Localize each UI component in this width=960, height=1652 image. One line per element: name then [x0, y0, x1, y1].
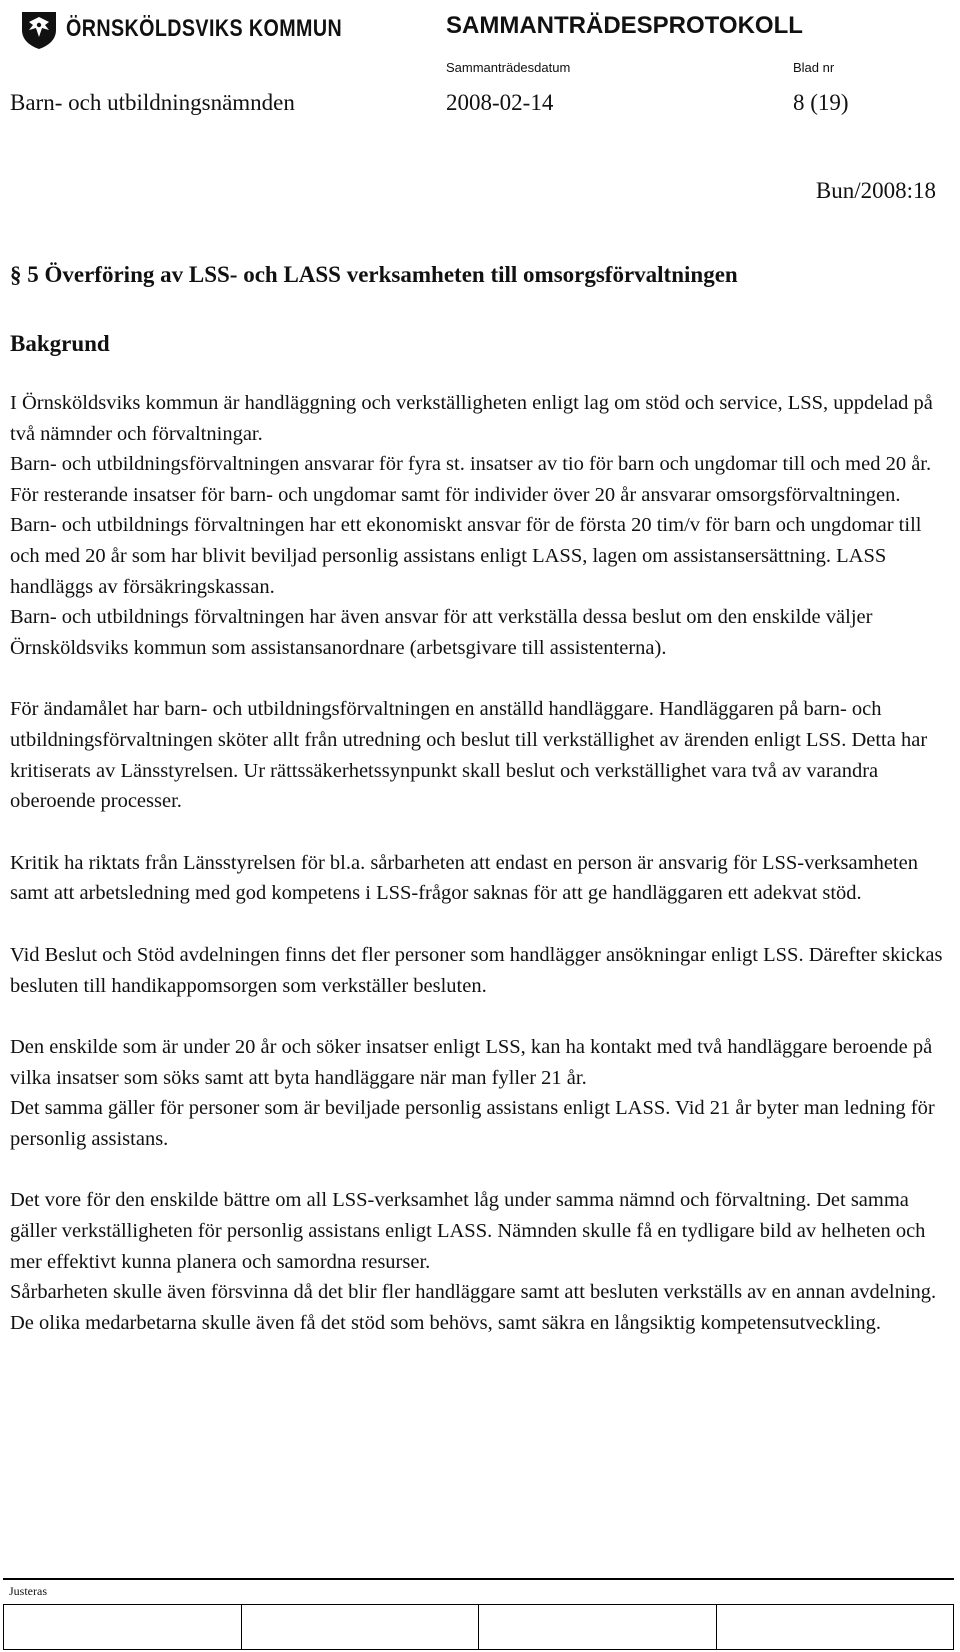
signature-boxes — [3, 1604, 954, 1650]
paragraph: För ändamålet har barn- och utbildningsförvaltningen en anställd handläggare. Handläggaren på barn- och utbildningsförvaltningen sköter allt från utredning och beslut till verkställighet av ärenden enligt LSS. Detta har kritiserats av Länsstyrelsen. Ur rättssäkerhetssynpunkt skall beslut och verkställighet vara två av varandra oberoende processer. — [10, 698, 928, 813]
document-type: SAMMANTRÄDESPROTOKOLL — [446, 12, 803, 39]
body-text — [10, 388, 945, 1338]
case-reference: Bun/2008:18 — [815, 178, 936, 203]
paragraph: Kritik ha riktats från Länsstyrelsen för bl.a. sårbarheten att endast en person är ansvarig för LSS-verksamheten samt att arbetsledning med god kompetens i LSS-frågor saknas för att ge handläggaren ett adekvat stöd. — [10, 851, 918, 905]
paragraph: Det samma gäller för personer som är beviljade personlig assistans enligt LASS. Vid 21 år byter man ledning för personlig assistans. — [10, 1097, 935, 1150]
committee-name: Barn- och utbildningsnämnden — [10, 90, 295, 115]
municipality-logo — [18, 8, 403, 50]
signature-box — [478, 1604, 716, 1650]
section-title: § 5 Överföring av LSS- och LASS verksamheten till omsorgsförvaltningen — [10, 262, 738, 287]
municipality-crest-icon — [18, 8, 60, 50]
organization-name: ÖRNSKÖLDSVIKS KOMMUN — [66, 15, 343, 42]
paragraph: Barn- och utbildnings förvaltningen har ett ekonomiskt ansvar för de första 20 tim/v för barn och ungdomar till och med 20 år som har blivit beviljad personlig assistans enligt LASS, lagen om assistansersättning. LASS handläggs av försäkringskassan. — [10, 514, 922, 598]
signature-box — [3, 1604, 241, 1650]
paragraph: Det vore för den enskilde bättre om all LSS-verksamhet låg under samma nämnd och förvaltning. Det samma gäller verkställigheten för personlig assistans enligt LASS. Nämnden skulle få en tydligare bild av helheten och mer effektivt kunna planera och samordna resurser. — [10, 1189, 926, 1273]
signature-box — [716, 1604, 955, 1650]
signature-box — [241, 1604, 479, 1650]
page-number: 8 (19) — [793, 90, 849, 115]
section-subheading: Bakgrund — [10, 331, 110, 356]
paragraph: Den enskilde som är under 20 år och söker insatser enligt LSS, kan ha kontakt med två handläggare beroende på vilka insatser som söks samt att byta handläggare när man fyller 21 år. — [10, 1036, 933, 1089]
justeras-label: Justeras — [9, 1584, 47, 1598]
paragraph: Vid Beslut och Stöd avdelningen finns det fler personer som handlägger ansökningar enligt LSS. Därefter skickas besluten till handikappomsorgen som verkställer besluten. — [10, 943, 943, 997]
paragraph: Barn- och utbildnings förvaltningen har även ansvar för att verkställa dessa beslut om den enskilde väljer Örnsköldsviks kommun som assistansanordnare (arbetsgivare till assistenterna). — [10, 606, 873, 659]
paragraph: Barn- och utbildningsförvaltningen ansvarar för fyra st. insatser av tio för barn och ungdomar till och med 20 år. För resterande insatser för barn- och ungdomar samt för individer över 20 år ansvarar omsorgsförvaltningen. — [10, 453, 932, 506]
meeting-date: 2008-02-14 — [446, 90, 554, 115]
page-number-label: Blad nr — [793, 60, 835, 75]
paragraph: I Örnsköldsviks kommun är handläggning och verkställigheten enligt lag om stöd och service, LSS, uppdelad på två nämnder och förvaltningar. — [10, 392, 933, 445]
signature-footer — [3, 1578, 954, 1650]
paragraph: Sårbarheten skulle även försvinna då det blir fler handläggare samt att besluten verkställs av en annan avdelning. De olika medarbetarna skulle även få det stöd som behövs, samt säkra en långsiktig kompetensutveckling. — [10, 1281, 937, 1334]
meeting-date-label: Sammanträdesdatum — [446, 60, 571, 75]
